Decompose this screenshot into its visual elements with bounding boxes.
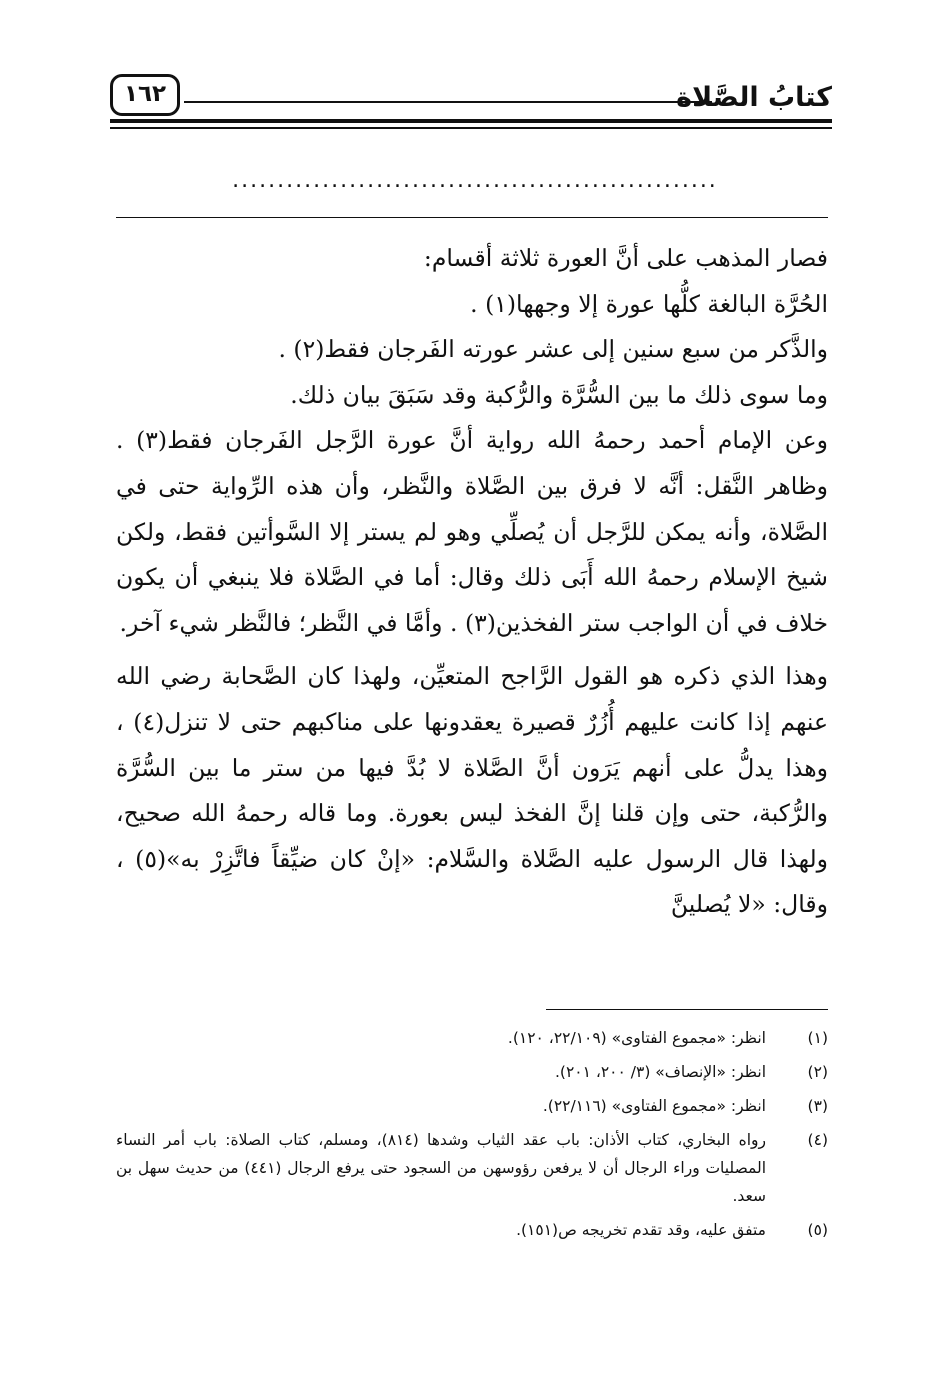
footnote-divider xyxy=(546,1009,828,1010)
header-rule-thick xyxy=(110,119,832,123)
footnote-text: انظر: «مجموع الفتاوى» (٢٢/١١٦). xyxy=(542,1097,766,1115)
footnote-number: (٢) xyxy=(807,1063,828,1081)
footnote xyxy=(116,1216,828,1244)
footnote-text: متفق عليه، وقد تقدم تخريجه ص(١٥١). xyxy=(516,1221,766,1239)
paragraph: والذَّكر من سبع سنين إلى عشر عورته الفَرجان فقط(٢) . xyxy=(278,335,828,364)
footnote-number: (٣) xyxy=(807,1097,828,1115)
footnote-number: (١) xyxy=(807,1029,828,1047)
footnote xyxy=(116,1126,828,1210)
page-number: ١٦٢ xyxy=(110,74,180,116)
footnote xyxy=(116,1092,828,1120)
footnote-text: انظر: «الإنصاف» (٣/ ٢٠٠، ٢٠١). xyxy=(554,1063,766,1081)
footnotes xyxy=(116,1024,828,1250)
main-text xyxy=(116,236,828,928)
footnote-text: رواه البخاري، كتاب الأذان: باب عقد الثياب وشدها (٨١٤)، ومسلم، كتاب الصلاة: باب أمر النساء المصليات وراء الرجال أن لا يرفعن رؤوسهن من السجود حتى يرفع الرجال (٤٤١) من حديث سهل بن سعد. xyxy=(116,1131,766,1205)
paragraph: وهذا الذي ذكره هو القول الرَّاجح المتعيِّن، ولهذا كان الصَّحابة رضي الله عنهم إذا كانت عليهم أُزُرٌ قصيرة يعقدونها على مناكبهم حتى لا تنزل(٤) ، وهذا يدلُّ على أنهم يَرَون أنَّ الصَّلاة لا بُدَّ فيها من ستر ما بين السُّرَّة والرُّكبة، حتى وإن قلنا إنَّ الفخذ ليس بعورة. وما قاله رحمهُ الله صحيح، ولهذا قال الرسول عليه الصَّلاة والسَّلام: «إنْ كان ضيِّقاً فاتَّزِرْ به»(٥) ، وقال: «لا يُصلينَّ xyxy=(116,662,828,919)
paragraph: فصار المذهب على أنَّ العورة ثلاثة أقسام: xyxy=(423,244,828,272)
dotted-separator: ...................................................... xyxy=(232,168,718,193)
top-divider xyxy=(116,217,828,218)
paragraph: وعن الإمام أحمد رحمهُ الله رواية أنَّ عورة الرَّجل الفَرجان فقط(٣) . وظاهر النَّقل: أنَّه لا فرق بين الصَّلاة والنَّظر، وأن هذه الرِّواية حتى في الصَّلاة، وأنه يمكن للرَّجل أن يُصلِّي وهو لم يستر إلا السَّوأتين فقط، ولكن شيخ الإسلام رحمهُ الله أَبَى ذلك وقال: أما في الصَّلاة فلا ينبغي أن يكون خلاف في أن الواجب ستر الفخذين(٣) . وأمَّا في النَّظر؛ فالنَّظر شيء آخر. xyxy=(116,426,829,637)
footnote-text: انظر: «مجموع الفتاوى» (٢٢/١٠٩، ١٢٠). xyxy=(507,1029,766,1047)
page-header xyxy=(110,70,832,142)
footnote xyxy=(116,1058,828,1086)
header-rule-short xyxy=(184,101,712,103)
footnote-number: (٤) xyxy=(807,1131,828,1149)
paragraph: وما سوى ذلك ما بين السُّرَّة والرُّكبة وقد سَبَقَ بيان ذلك. xyxy=(290,380,828,409)
book-title: كتابُ الصَّلاة xyxy=(676,82,832,113)
footnote xyxy=(116,1024,828,1052)
paragraph: الحُرَّة البالغة كلُّها عورة إلا وجهها(١) . xyxy=(470,289,828,318)
footnote-number: (٥) xyxy=(807,1221,828,1239)
header-rule-thin xyxy=(110,127,832,129)
